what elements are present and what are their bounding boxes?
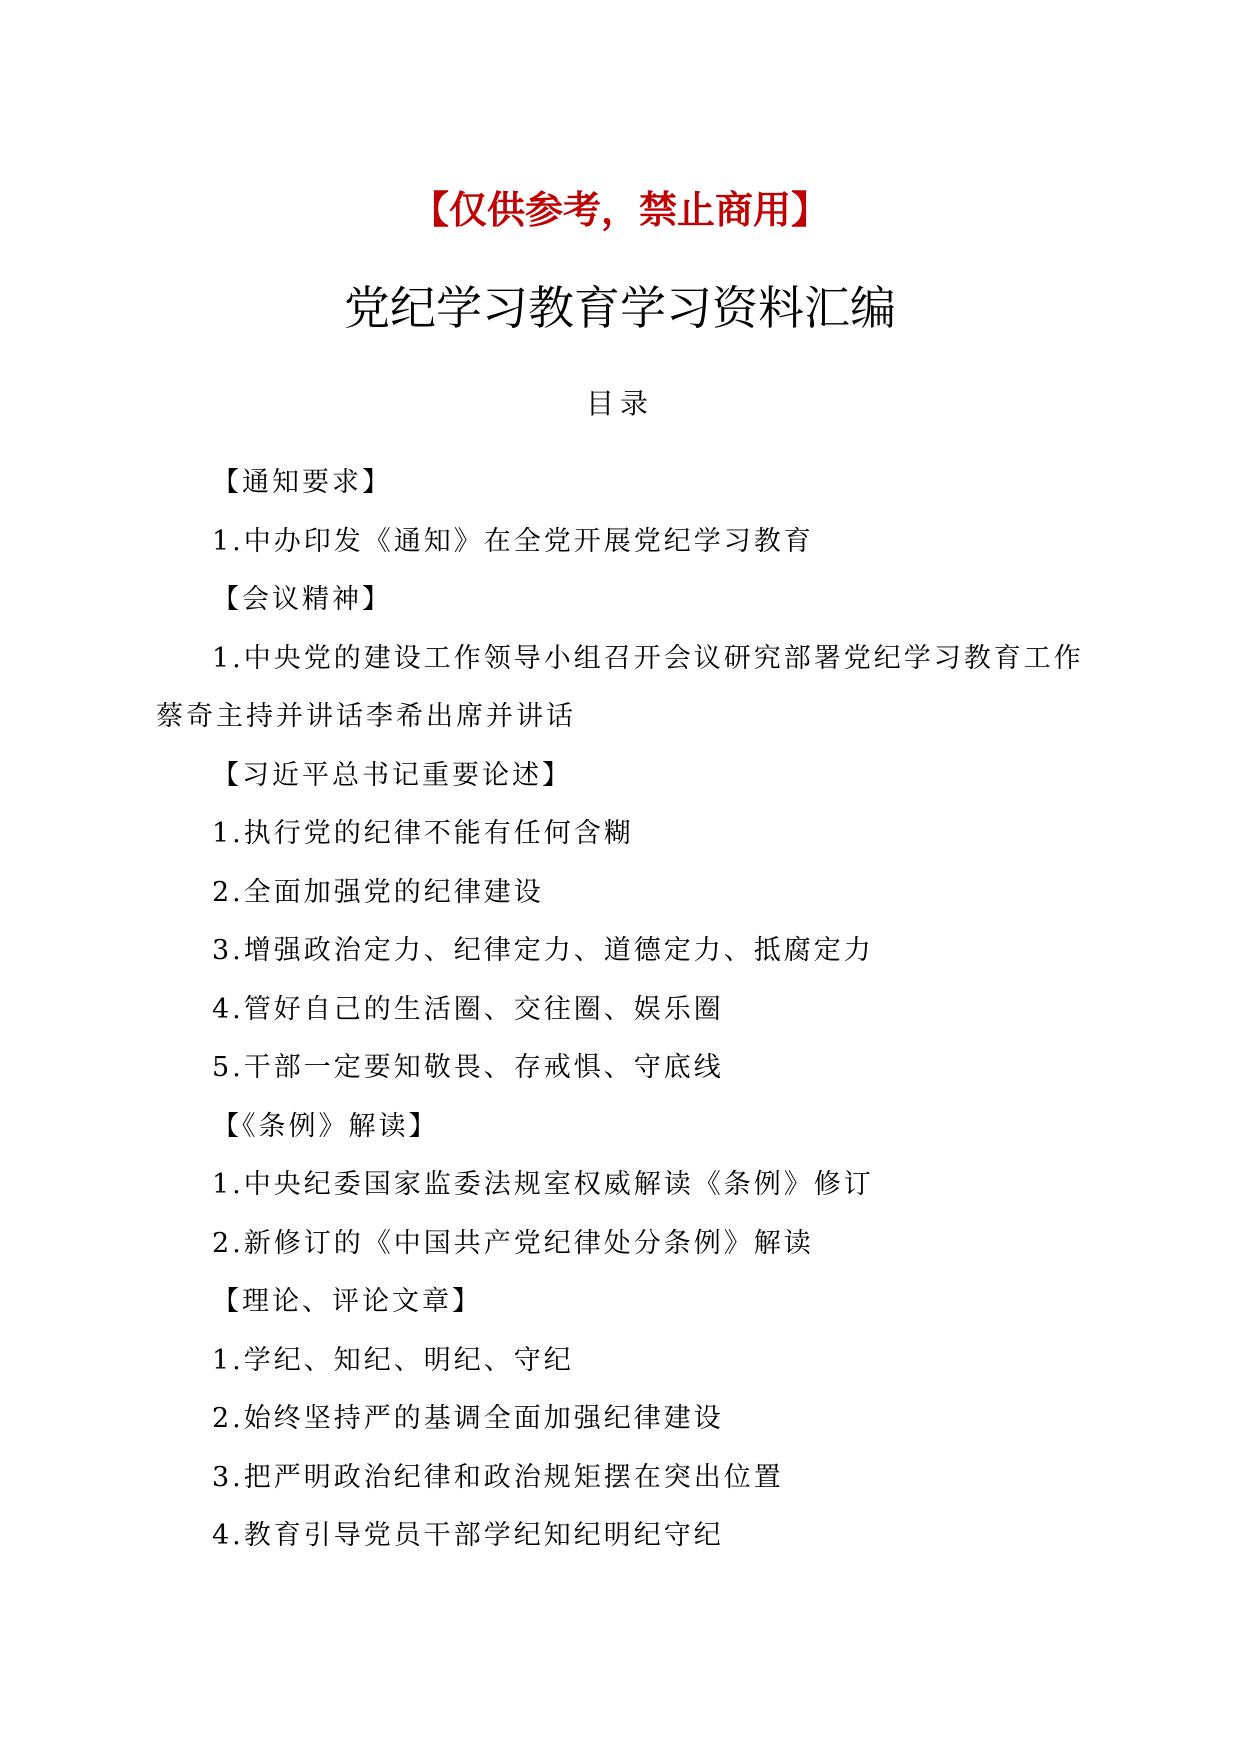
table-of-contents bbox=[156, 454, 1096, 1566]
toc-section-notice-requirements: 【通知要求】 bbox=[212, 467, 392, 498]
toc-heading: 目录 bbox=[585, 387, 654, 420]
toc-item: 3.增强政治定力、纪律定力、道德定力、抵腐定力 bbox=[212, 935, 874, 966]
toc-item: 1.中央纪委国家监委法规室权威解读《条例》修订 bbox=[212, 1169, 874, 1200]
usage-notice: 【仅供参考，禁止商用】 bbox=[410, 188, 829, 232]
toc-item: 1.中办印发《通知》在全党开展党纪学习教育 bbox=[212, 525, 814, 557]
toc-item: 1.中央党的建设工作领导小组召开会议研究部署党纪学习教育工作蔡奇主持并讲话李希出席并讲话 bbox=[156, 642, 1084, 732]
toc-item: 4.管好自己的生活圈、交往圈、娱乐圈 bbox=[212, 993, 724, 1025]
toc-item: 1.执行党的纪律不能有任何含糊 bbox=[212, 818, 634, 849]
toc-item: 4.教育引导党员干部学纪知纪明纪守纪 bbox=[212, 1520, 724, 1551]
toc-section-meeting-spirit: 【会议精神】 bbox=[212, 584, 392, 615]
toc-item: 1.学纪、知纪、明纪、守纪 bbox=[212, 1344, 574, 1376]
toc-item: 2.全面加强党的纪律建设 bbox=[212, 876, 544, 908]
toc-section-regulations-interpretation: 【《条例》解读】 bbox=[212, 1110, 439, 1142]
toc-item: 5.干部一定要知敬畏、存戒惧、守底线 bbox=[212, 1052, 724, 1083]
toc-item: 2.新修订的《中国共产党纪律处分条例》解读 bbox=[212, 1227, 814, 1259]
toc-section-theory-articles: 【理论、评论文章】 bbox=[212, 1286, 482, 1317]
toc-item: 3.把严明政治纪律和政治规矩摆在突出位置 bbox=[212, 1461, 784, 1493]
document-title: 党纪学习教育学习资料汇编 bbox=[344, 281, 896, 335]
toc-item: 2.始终坚持严的基调全面加强纪律建设 bbox=[212, 1403, 724, 1434]
toc-section-important-statements: 【习近平总书记重要论述】 bbox=[212, 759, 572, 791]
